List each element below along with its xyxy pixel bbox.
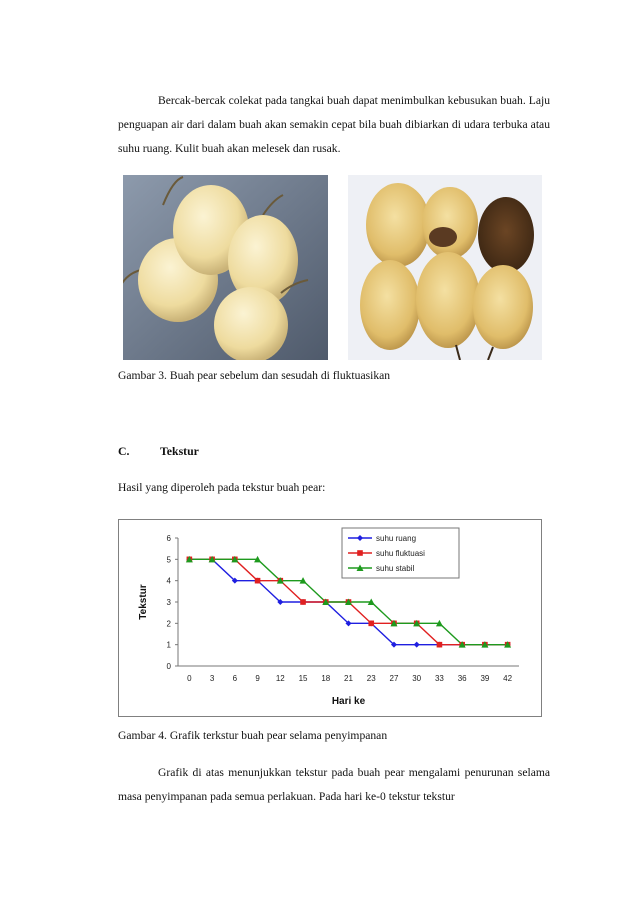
x-tick-label: 42 bbox=[503, 674, 513, 683]
y-tick-label: 3 bbox=[166, 598, 171, 607]
y-tick-label: 0 bbox=[166, 662, 171, 671]
texture-chart bbox=[118, 519, 542, 717]
x-tick-label: 30 bbox=[412, 674, 422, 683]
paragraph-1-text: Bercak-bercak colekat pada tangkai buah dapat menimbulkan kebusukan buah. Laju penguapan air dari dalam buah akan semakin cepat bila buah dibiarkan di udara terbuka atau suhu ruang. Kulit buah akan melesek dan rusak. bbox=[118, 94, 550, 155]
y-tick-label: 4 bbox=[166, 576, 171, 586]
x-tick-label: 36 bbox=[457, 674, 467, 683]
legend-label-suhu-ruang: suhu ruang bbox=[376, 534, 417, 543]
texture-chart-svg bbox=[119, 520, 541, 716]
paragraph-2 bbox=[118, 761, 550, 809]
x-tick-label: 33 bbox=[434, 674, 444, 683]
x-tick-label: 3 bbox=[209, 674, 215, 683]
photo-pears-before bbox=[123, 175, 328, 360]
x-axis-title: Hari ke bbox=[331, 696, 366, 707]
photo-pears-after bbox=[348, 175, 542, 360]
y-tick-label: 1 bbox=[166, 640, 171, 650]
figure-3-caption: Gambar 3. Buah pear sebelum dan sesudah di fluktuasikan bbox=[118, 369, 391, 382]
data-point-suhu-fluktuasi bbox=[368, 621, 374, 627]
legend-marker-suhu-fluktuasi bbox=[357, 550, 363, 556]
data-point-suhu-ruang bbox=[414, 642, 420, 648]
x-tick-label: 0 bbox=[187, 674, 192, 683]
legend-label-suhu-fluktuasi: suhu fluktuasi bbox=[376, 549, 425, 558]
intro-text: Hasil yang diperoleh pada tekstur buah pear: bbox=[118, 481, 326, 494]
data-point-suhu-fluktuasi bbox=[437, 642, 443, 648]
paragraph-1 bbox=[118, 89, 550, 161]
x-tick-label: 15 bbox=[298, 674, 308, 683]
section-heading bbox=[118, 444, 199, 459]
legend-label-suhu-stabil: suhu stabil bbox=[376, 564, 415, 573]
x-tick-label: 9 bbox=[255, 674, 260, 683]
y-axis-title: Tekstur bbox=[138, 584, 149, 620]
x-tick-label: 39 bbox=[480, 674, 490, 683]
paragraph-2-text: Grafik di atas menunjukkan tekstur pada buah pear mengalami penurunan selama masa penyimpanan pada semua perlakuan. Pada hari ke-0 tekstur tekstur bbox=[118, 766, 550, 803]
data-point-suhu-fluktuasi bbox=[300, 599, 306, 605]
data-point-suhu-fluktuasi bbox=[255, 578, 261, 584]
section-number: C. bbox=[118, 444, 130, 458]
x-tick-label: 18 bbox=[321, 674, 331, 683]
y-tick-label: 6 bbox=[166, 534, 171, 543]
y-tick-label: 5 bbox=[166, 555, 171, 565]
x-tick-label: 21 bbox=[344, 674, 353, 683]
y-tick-label: 2 bbox=[166, 619, 171, 629]
x-tick-label: 23 bbox=[366, 674, 376, 683]
x-tick-label: 27 bbox=[389, 674, 399, 683]
x-tick-label: 6 bbox=[232, 674, 238, 683]
figure-4-caption: Gambar 4. Grafik terkstur buah pear selama penyimpanan bbox=[118, 729, 388, 742]
x-tick-label: 12 bbox=[275, 674, 285, 683]
section-title: Tekstur bbox=[160, 444, 199, 458]
